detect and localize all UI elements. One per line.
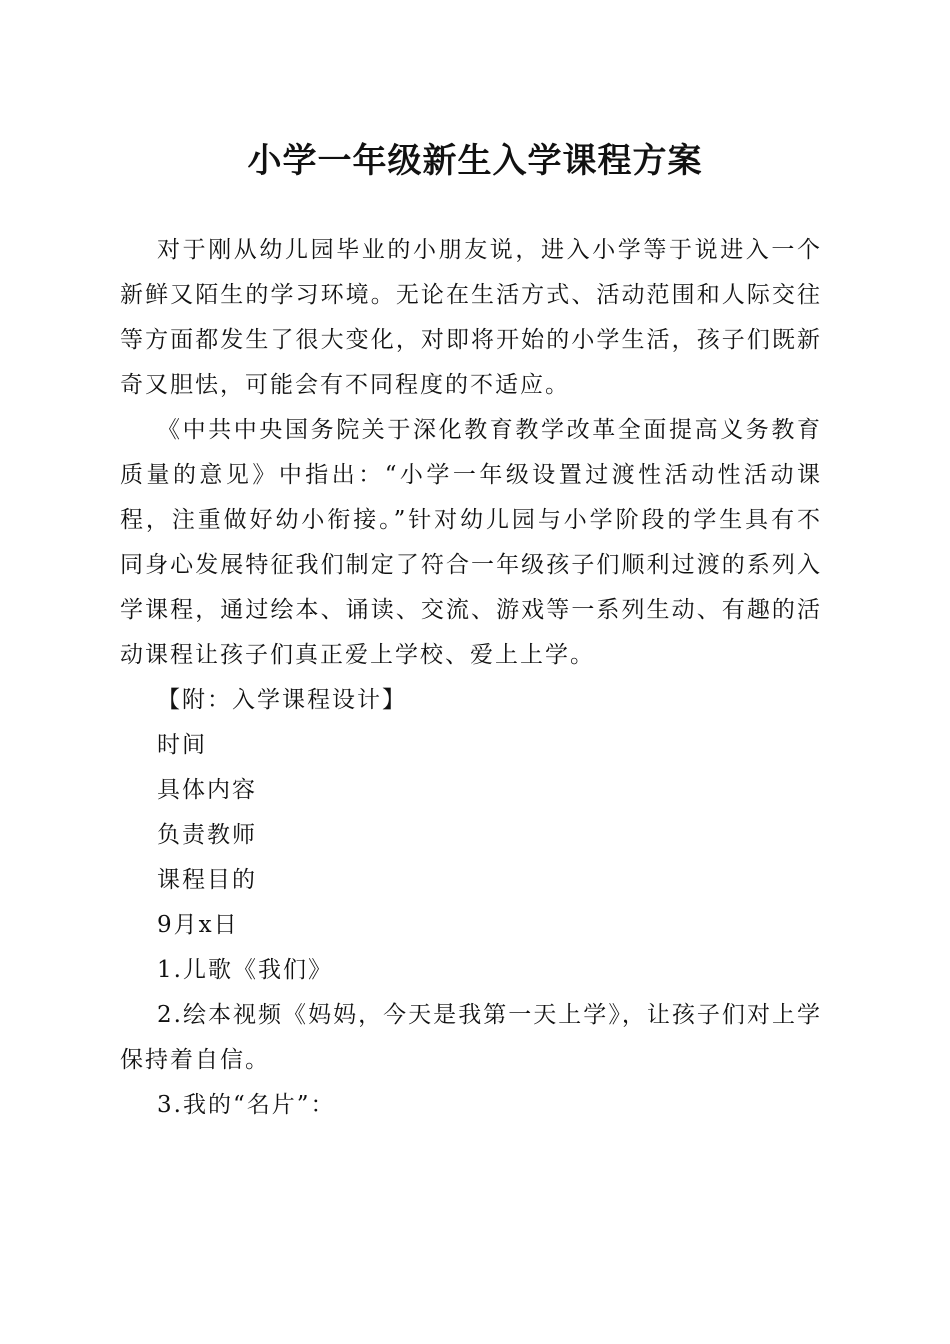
appendix-heading: 【附：入学课程设计】 [157, 687, 407, 713]
table-header-teacher: 负责教师 [157, 822, 257, 848]
course-item: 1.儿歌《我们》 [157, 957, 333, 983]
table-header-time: 时间 [157, 732, 207, 758]
document-body [120, 228, 822, 1128]
table-header-purpose: 课程目的 [157, 867, 257, 893]
intro-paragraph: 对于刚从幼儿园毕业的小朋友说，进入小学等于说进入一个新鲜又陌生的学习环境。无论在生活方式、活动范围和人际交往等方面都发生了很大变化，对即将开始的小学生活，孩子们既新奇又胆怯，可能会有不同程度的不适应。 [120, 237, 822, 398]
course-item: 3.我的“名片”： [157, 1092, 336, 1118]
policy-paragraph: 《中共中央国务院关于深化教育教学改革全面提高义务教育质量的意见》中指出：“小学一年级设置过渡性活动性活动课程，注重做好幼小衔接。”针对幼儿园与小学阶段的学生具有不同身心发展特征我们制定了符合一年级孩子们顺利过渡的系列入学课程，通过绘本、诵读、交流、游戏等一系列生动、有趣的活动课程让孩子们真正爱上学校、爱上上学。 [120, 417, 822, 668]
course-item: 2.绘本视频《妈妈，今天是我第一天上学》，让孩子们对上学保持着自信。 [120, 1002, 822, 1073]
course-date: 9月x日 [157, 912, 239, 938]
table-header-content: 具体内容 [157, 777, 257, 803]
document-title: 小学一年级新生入学课程方案 [247, 141, 703, 181]
